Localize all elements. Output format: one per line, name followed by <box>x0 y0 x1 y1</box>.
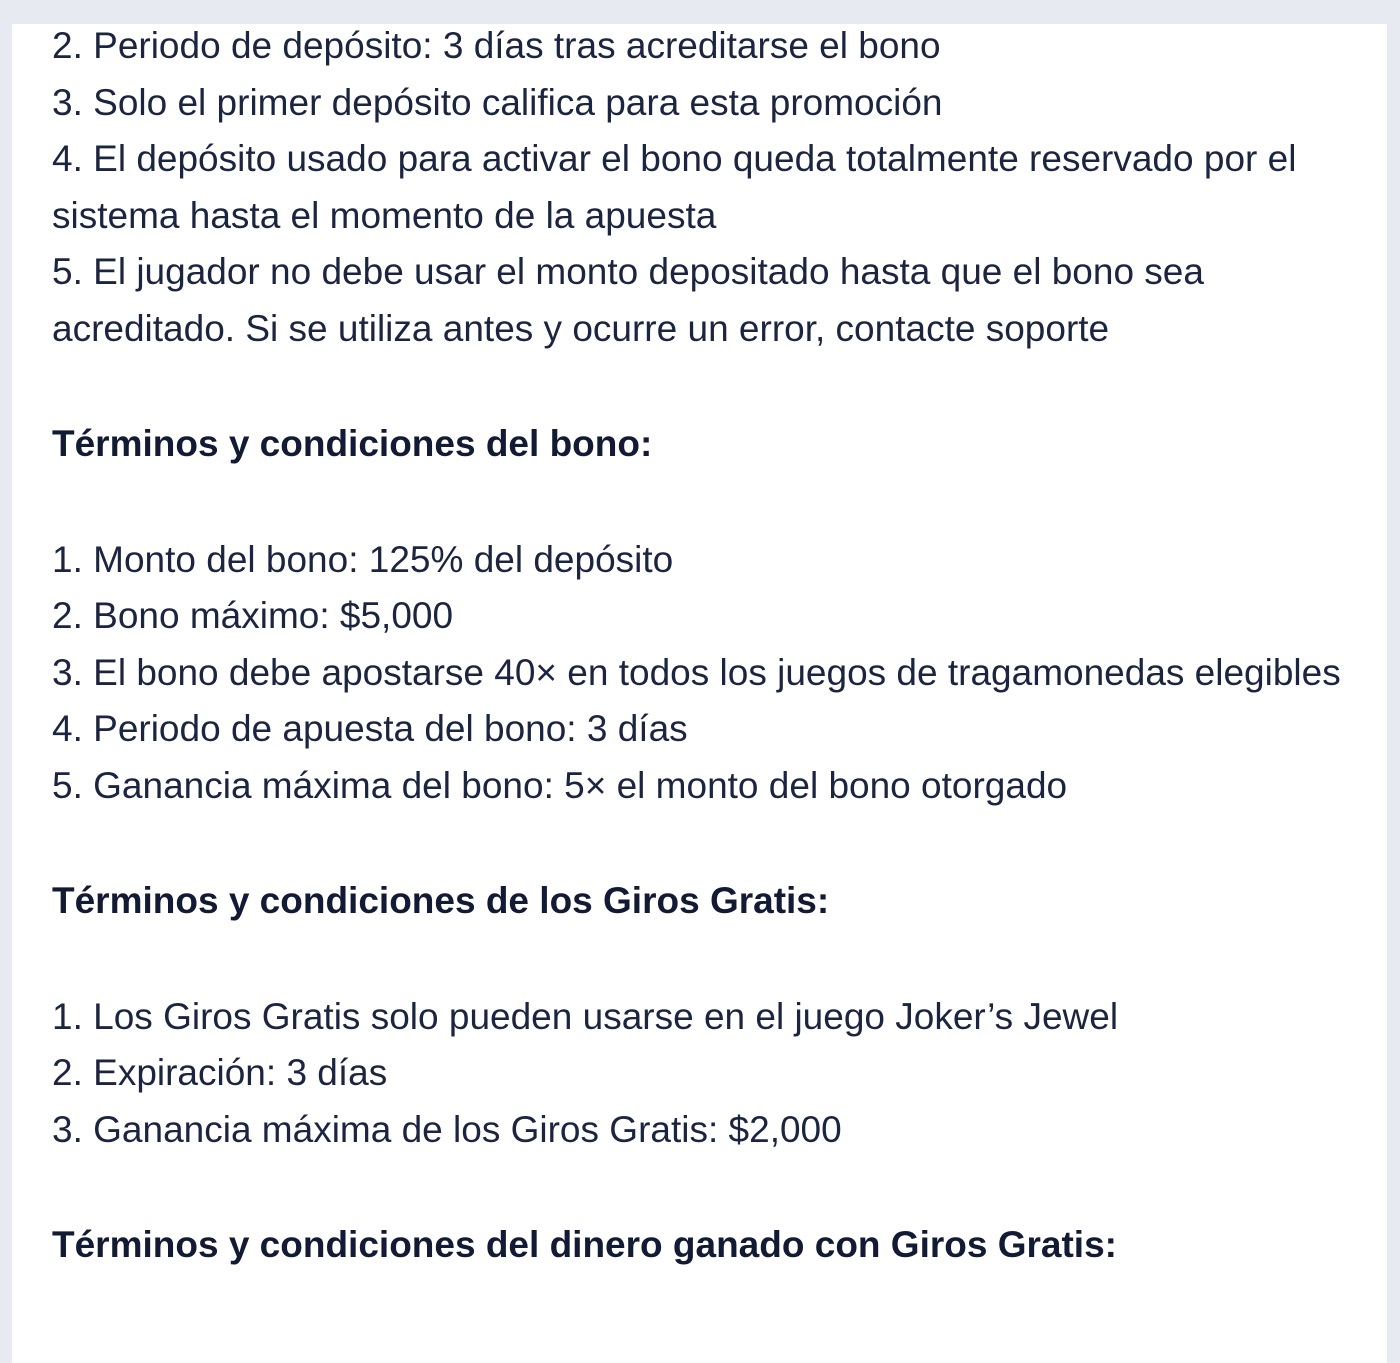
terms-text <box>52 24 1362 1274</box>
free-spins-terms-heading: Términos y condiciones de los Giros Gratis: <box>52 880 830 921</box>
deposit-term-4: 4. El depósito usado para activar el bono queda totalmente reservado por el sistema hasta el momento de la apuesta <box>52 138 1297 236</box>
bonus-term-3: 3. El bono debe apostarse 40× en todos los juegos de tragamonedas elegibles <box>52 651 1341 693</box>
spacer <box>52 1158 1362 1217</box>
free-spins-term-3: 3. Ganancia máxima de los Giros Gratis: $2,000 <box>52 1108 842 1150</box>
spacer <box>52 357 1362 416</box>
free-spins-winnings-heading: Términos y condiciones del dinero ganado con Giros Gratis: <box>52 1224 1117 1265</box>
spacer <box>52 930 1362 989</box>
free-spins-term-2: 2. Expiración: 3 días <box>52 1052 388 1093</box>
bonus-terms-heading: Términos y condiciones del bono: <box>52 423 653 464</box>
deposit-term-3: 3. Solo el primer depósito califica para esta promoción <box>52 81 943 123</box>
free-spins-term-1: 1. Los Giros Gratis solo pueden usarse en el juego Joker’s Jewel <box>52 995 1119 1037</box>
bonus-term-5: 5. Ganancia máxima del bono: 5× el monto del bono otorgado <box>52 764 1068 806</box>
bonus-term-2: 2. Bono máximo: $5,000 <box>52 595 454 636</box>
bonus-term-4: 4. Periodo de apuesta del bono: 3 días <box>52 708 688 749</box>
spacer <box>52 473 1362 532</box>
deposit-term-5: 5. El jugador no debe usar el monto depositado hasta que el bono sea acreditado. Si se utiliza antes y ocurre un error, contacte soporte <box>52 251 1204 349</box>
deposit-term-2: 2. Periodo de depósito: 3 días tras acreditarse el bono <box>52 25 941 66</box>
bonus-term-1: 1. Monto del bono: 125% del depósito <box>52 538 674 580</box>
spacer <box>52 814 1362 873</box>
message-panel <box>12 24 1387 1363</box>
